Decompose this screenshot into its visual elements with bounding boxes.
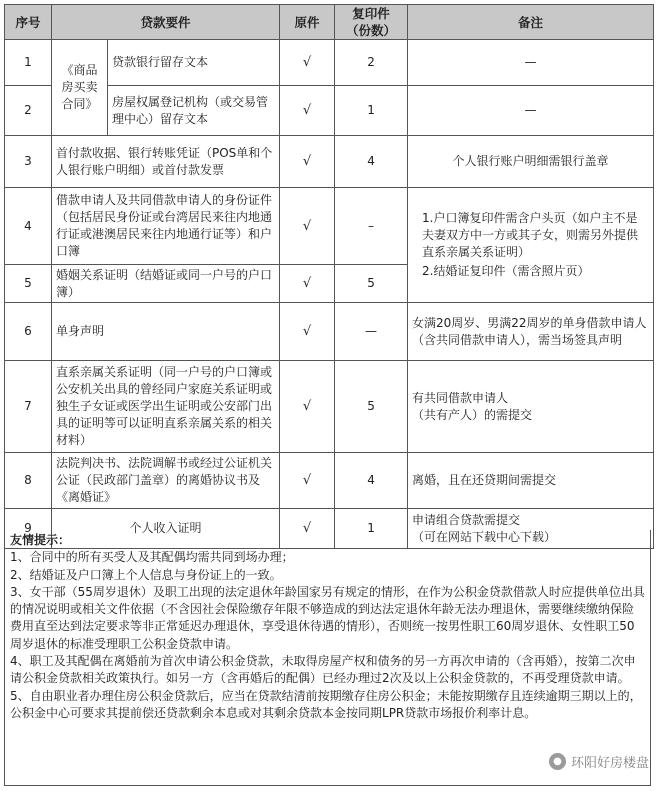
col-header-note: 备注	[408, 5, 654, 40]
row-no: 3	[5, 136, 52, 188]
row-copies: 5	[335, 361, 408, 453]
row-no: 5	[5, 265, 52, 303]
tips-section	[4, 530, 651, 786]
col-header-item: 贷款要件	[52, 5, 280, 40]
row-note-line2: （可在网站下载中心下载）	[412, 529, 557, 544]
row-copies: 4	[335, 136, 408, 188]
row-note: —	[408, 86, 654, 136]
table-row	[5, 40, 654, 86]
row-original-check: √	[280, 188, 335, 265]
table-row	[5, 136, 654, 188]
row-note-line2: 2.结婚证复印件（需含照片页）	[422, 264, 590, 278]
row-note: —	[408, 40, 654, 86]
row-no: 8	[5, 453, 52, 509]
row-item: 首付款收据、银行转账凭证（POS单和个人银行账户明细）或首付款发票	[52, 136, 280, 188]
table-header-row	[5, 5, 654, 40]
col-header-copies-line1: 复印件	[352, 6, 390, 21]
row-note: 离婚，且在还贷期间需提交	[408, 453, 654, 509]
row-original-check: √	[280, 136, 335, 188]
row-original-check: √	[280, 40, 335, 86]
row-original-check: √	[280, 361, 335, 453]
watermark	[549, 752, 649, 771]
row-item: 房屋权属登记机构（或交易管理中心）留存文本	[108, 86, 280, 136]
row-copies: 5	[335, 265, 408, 303]
row-note-merged	[408, 188, 654, 303]
row-item: 个人收入证明	[52, 509, 280, 549]
tip-item: 3、女干部（55周岁退休）及职工出现的法定退休年龄国家另有规定的情形，在作为公积金贷款借款人时应提供单位出具的情况说明或相关文件依据（不含因社会保险缴存年限不够造成的到达法定退休年龄无法办理退休，需要继续缴纳保险费用直至达到法定要求等非正常延迟办理退休，享受退休待遇的情形），否则统一按男性职工60周岁退休、女性职工50周岁退休的标准受理职工公积金贷款申请。	[10, 584, 645, 651]
row-copies: –	[335, 188, 408, 265]
row-no: 9	[5, 509, 52, 549]
tips-title: 友情提示：	[10, 533, 71, 547]
tip-item: 4、职工及其配偶在离婚前为首次申请公积金贷款，未取得房屋产权和债务的另一方再次申请的（含再婚），按第二次申请公积金贷款相关政策执行。如另一方（含再婚后的配偶）已经办理过2次及以上公积金贷款的，不再受理贷款申请。	[10, 654, 636, 686]
row-item: 直系亲属关系证明（同一户号的户口簿或公安机关出具的曾经同户家庭关系证明或独生子女证或医学出生证明或公安部门出具的证明等可以证明直系亲属关系的相关材料）	[52, 361, 280, 453]
row-item: 借款申请人及共同借款申请人的身份证件（包括居民身份证或台湾居民来往内地通行证或港澳居民来往内地通行证等）和户口簿	[52, 188, 280, 265]
wechat-icon: ●	[549, 753, 566, 770]
col-header-copies-line2: （份数）	[346, 23, 397, 38]
row-original-check: √	[280, 509, 335, 549]
table-row	[5, 453, 654, 509]
col-header-no: 序号	[5, 5, 52, 40]
row-no: 1	[5, 40, 52, 86]
row-note: 个人银行账户明细需银行盖章	[408, 136, 654, 188]
tip-item: 5、自由职业者办理住房公积金贷款后，应当在贷款结清前按期缴存住房公积金；未能按期缴存且连续逾期三期以上的，公积金中心可要求其提前偿还贷款剩余本息或对其剩余贷款本金按同期LPR贷款市场报价利率计息。	[10, 688, 642, 720]
table-row	[5, 188, 654, 265]
row-copies: 2	[335, 40, 408, 86]
col-header-original: 原件	[280, 5, 335, 40]
row-note-line1: 申请组合贷款需提交	[412, 512, 521, 527]
row-note-line1: 有共同借款申请人	[412, 390, 509, 405]
row-note-line1: 1.户口簿复印件需含户头页（如户主不是夫妻双方中一方或其子女，则需另外提供直系亲属关系证明）	[422, 211, 639, 259]
watermark-text: 环阳好房楼盘	[570, 756, 649, 771]
row-group-label: 《商品房买卖合同》	[52, 40, 108, 136]
row-no: 2	[5, 86, 52, 136]
row-copies: —	[335, 303, 408, 361]
row-original-check: √	[280, 303, 335, 361]
row-item: 单身声明	[52, 303, 280, 361]
row-no: 6	[5, 303, 52, 361]
table-row	[5, 361, 654, 453]
row-item: 法院判决书、法院调解书或经过公证机关公证（民政部门盖章）的离婚协议书及《离婚证》	[52, 453, 280, 509]
row-copies: 1	[335, 86, 408, 136]
row-item: 婚姻关系证明（结婚证或同一户号的户口簿）	[52, 265, 280, 303]
col-header-copies	[335, 5, 408, 40]
tip-item: 2、结婚证及户口簿上个人信息与身份证上的一致。	[10, 567, 282, 582]
row-no: 4	[5, 188, 52, 265]
row-original-check: √	[280, 86, 335, 136]
row-original-check: √	[280, 453, 335, 509]
loan-requirements-table	[4, 4, 654, 549]
row-copies: 1	[335, 509, 408, 549]
row-note-line2: （共有产人）的需提交	[412, 407, 533, 422]
tip-item: 1、合同中的所有买受人及其配偶均需共同到场办理；	[10, 550, 294, 565]
row-no: 7	[5, 361, 52, 453]
row-note	[408, 361, 654, 453]
row-note: 女满20周岁、男满22周岁的单身借款申请人（含共同借款申请人），需当场签具声明	[408, 303, 654, 361]
row-original-check: √	[280, 265, 335, 303]
row-copies: 4	[335, 453, 408, 509]
row-item: 贷款银行留存文本	[108, 40, 280, 86]
table-row	[5, 303, 654, 361]
